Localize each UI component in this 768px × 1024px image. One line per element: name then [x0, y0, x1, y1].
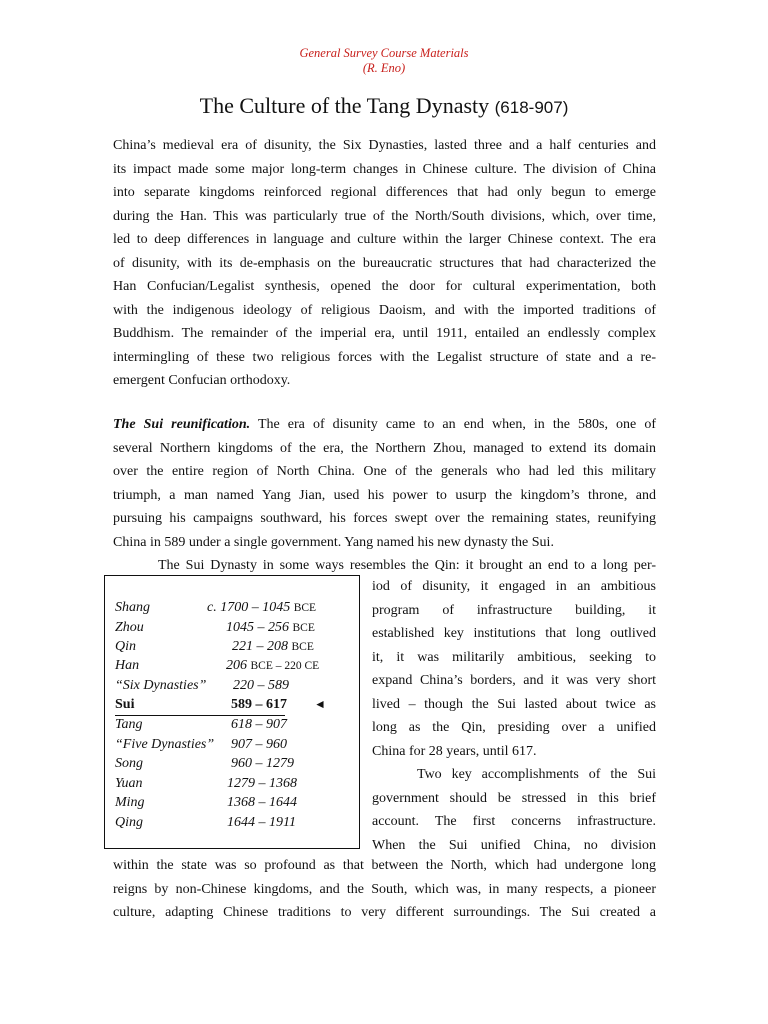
- intro-line: with the indigenous ideology of religious Daoism, and with the imported traditions of: [113, 302, 656, 318]
- dynasty-name: Shang: [115, 600, 150, 615]
- intro-line: during the Han. This was particularly true of the North/South divisions, which, over time,: [113, 208, 656, 224]
- dynasty-range: 221 – 208 BCE: [232, 639, 314, 654]
- course-title: General Survey Course Materials: [299, 46, 469, 60]
- dynasty-range: 618 – 907: [231, 717, 287, 732]
- dynasty-range: 960 – 1279: [231, 756, 294, 771]
- sui-first-line: [113, 413, 656, 437]
- sui-line: several Northern kingdoms of the era, the Northern Zhou, managed to extend its domain: [113, 440, 656, 456]
- dynasty-name: Zhou: [115, 620, 144, 635]
- sui-line: over the entire region of North China. One of the generals who had led this military: [113, 464, 656, 479]
- intro-paragraph: [113, 134, 656, 393]
- right-col-para2-line: government should be stressed in this brief: [372, 790, 656, 806]
- right-col-para2-line: Two key accomplishments of the Sui: [417, 767, 656, 782]
- dynasty-range: 1368 – 1644: [227, 795, 297, 810]
- sui-line: triumph, a man named Yang Jian, used his power to usurp the kingdom’s throne, and: [113, 487, 656, 503]
- right-col-line: program of infrastructure building, it: [372, 602, 656, 618]
- right-column-text: [372, 575, 656, 857]
- intro-line: China’s medieval era of disunity, the Six Dynasties, lasted three and a half centuries and: [113, 138, 656, 153]
- closing-line: within the state was so profound as that between the North, which had undergone long: [113, 858, 656, 873]
- dynasty-range: 907 – 960: [231, 737, 287, 752]
- dynasty-range: 1045 – 256 BCE: [226, 620, 315, 635]
- sui-line: pursuing his campaigns southward, his forces swept over the remaining states, reunifying: [113, 511, 656, 526]
- dynasty-name: Yuan: [115, 776, 143, 791]
- right-col-line: established key institutions that long outlived: [372, 626, 656, 641]
- dynasty-name: Han: [115, 658, 140, 673]
- intro-line: into separate kingdoms reinforced regional differences that had only begun to emerge: [113, 185, 656, 200]
- right-col-para2-line: When the Sui unified China, no division: [372, 837, 656, 853]
- sui-first-line-rest: The era of disunity came to an end when, in the 580s, one of: [250, 417, 657, 432]
- course-header: [0, 46, 768, 76]
- current-dynasty-marker-icon: ◄: [314, 697, 326, 711]
- course-author: (R. Eno): [362, 61, 406, 75]
- dynasty-name: Qin: [115, 639, 136, 654]
- title-main: The Culture of the Tang Dynasty: [199, 93, 490, 118]
- dynasty-range: 1644 – 1911: [227, 815, 296, 830]
- sui-paragraph: [113, 413, 656, 578]
- right-col-line: long as the Qin, presiding over a unified: [372, 720, 656, 735]
- dynasty-timeline-box: [104, 575, 360, 849]
- dynasty-name: “Five Dynasties”: [115, 737, 215, 752]
- dynasty-range: 206 BCE – 220 CE: [226, 658, 320, 673]
- right-col-line: lived – though the Sui lasted about twice as: [372, 696, 656, 712]
- dynasty-range: 589 – 617: [231, 697, 287, 712]
- dynasty-name: Tang: [115, 717, 143, 732]
- intro-line: led to deep differences in language and culture within the larger Chinese context. The era: [113, 232, 656, 247]
- title-dates: (618-907): [494, 98, 569, 117]
- dynasty-name: Qing: [115, 815, 143, 830]
- intro-line: of disunity, with its de-emphasis on the bureaucratic structures that had characterized the: [113, 255, 656, 271]
- page-title: [0, 92, 768, 122]
- closing-line: culture, adapting Chinese traditions to very different surroundings. The Sui created a: [113, 905, 656, 920]
- dynasty-name: Ming: [115, 795, 145, 810]
- intro-line: emergent Confucian orthodoxy.: [113, 373, 291, 388]
- dynasty-range: 220 – 589: [233, 678, 289, 693]
- dynasty-row-current: [115, 695, 285, 716]
- intro-line: Han Confucian/Legalist synthesis, opened the door for cultural experimentation, both: [113, 279, 656, 294]
- right-col-para2-line: account. The first concerns infrastructure.: [372, 814, 656, 829]
- closing-paragraph: [113, 854, 656, 925]
- dynasty-range: c. 1700 – 1045 BCE: [207, 600, 317, 615]
- intro-line: its impact made some major long-term changes in Chinese culture. The division of China: [113, 161, 656, 177]
- section-lead: The Sui reunification.: [113, 417, 251, 432]
- dynasty-name: “Six Dynasties”: [115, 678, 207, 693]
- sui-second-para-first-line: The Sui Dynasty in some ways resembles the Qin: it brought an end to a long per-: [158, 558, 656, 573]
- intro-line: Buddhism. The remainder of the imperial era, until 1911, entailed an endlessly complex: [113, 326, 656, 341]
- closing-line: reigns by non-Chinese kingdoms, and the South, which was, in many respects, a pioneer: [113, 881, 656, 897]
- sui-line: China in 589 under a single government. Yang named his new dynasty the Sui.: [113, 534, 554, 550]
- dynasty-name: Sui: [115, 697, 135, 712]
- right-col-line: expand China’s borders, and it was very short: [372, 673, 656, 688]
- dynasty-range: 1279 – 1368: [227, 776, 297, 791]
- right-col-line: China for 28 years, until 617.: [372, 743, 537, 759]
- right-col-line: iod of disunity, it engaged in an ambitious: [372, 579, 656, 594]
- right-col-line: it, it was militarily ambitious, seeking to: [372, 649, 656, 665]
- intro-line: intermingling of these two religious forces with the Legalist structure of state and a re-: [113, 349, 656, 365]
- dynasty-name: Song: [115, 756, 143, 771]
